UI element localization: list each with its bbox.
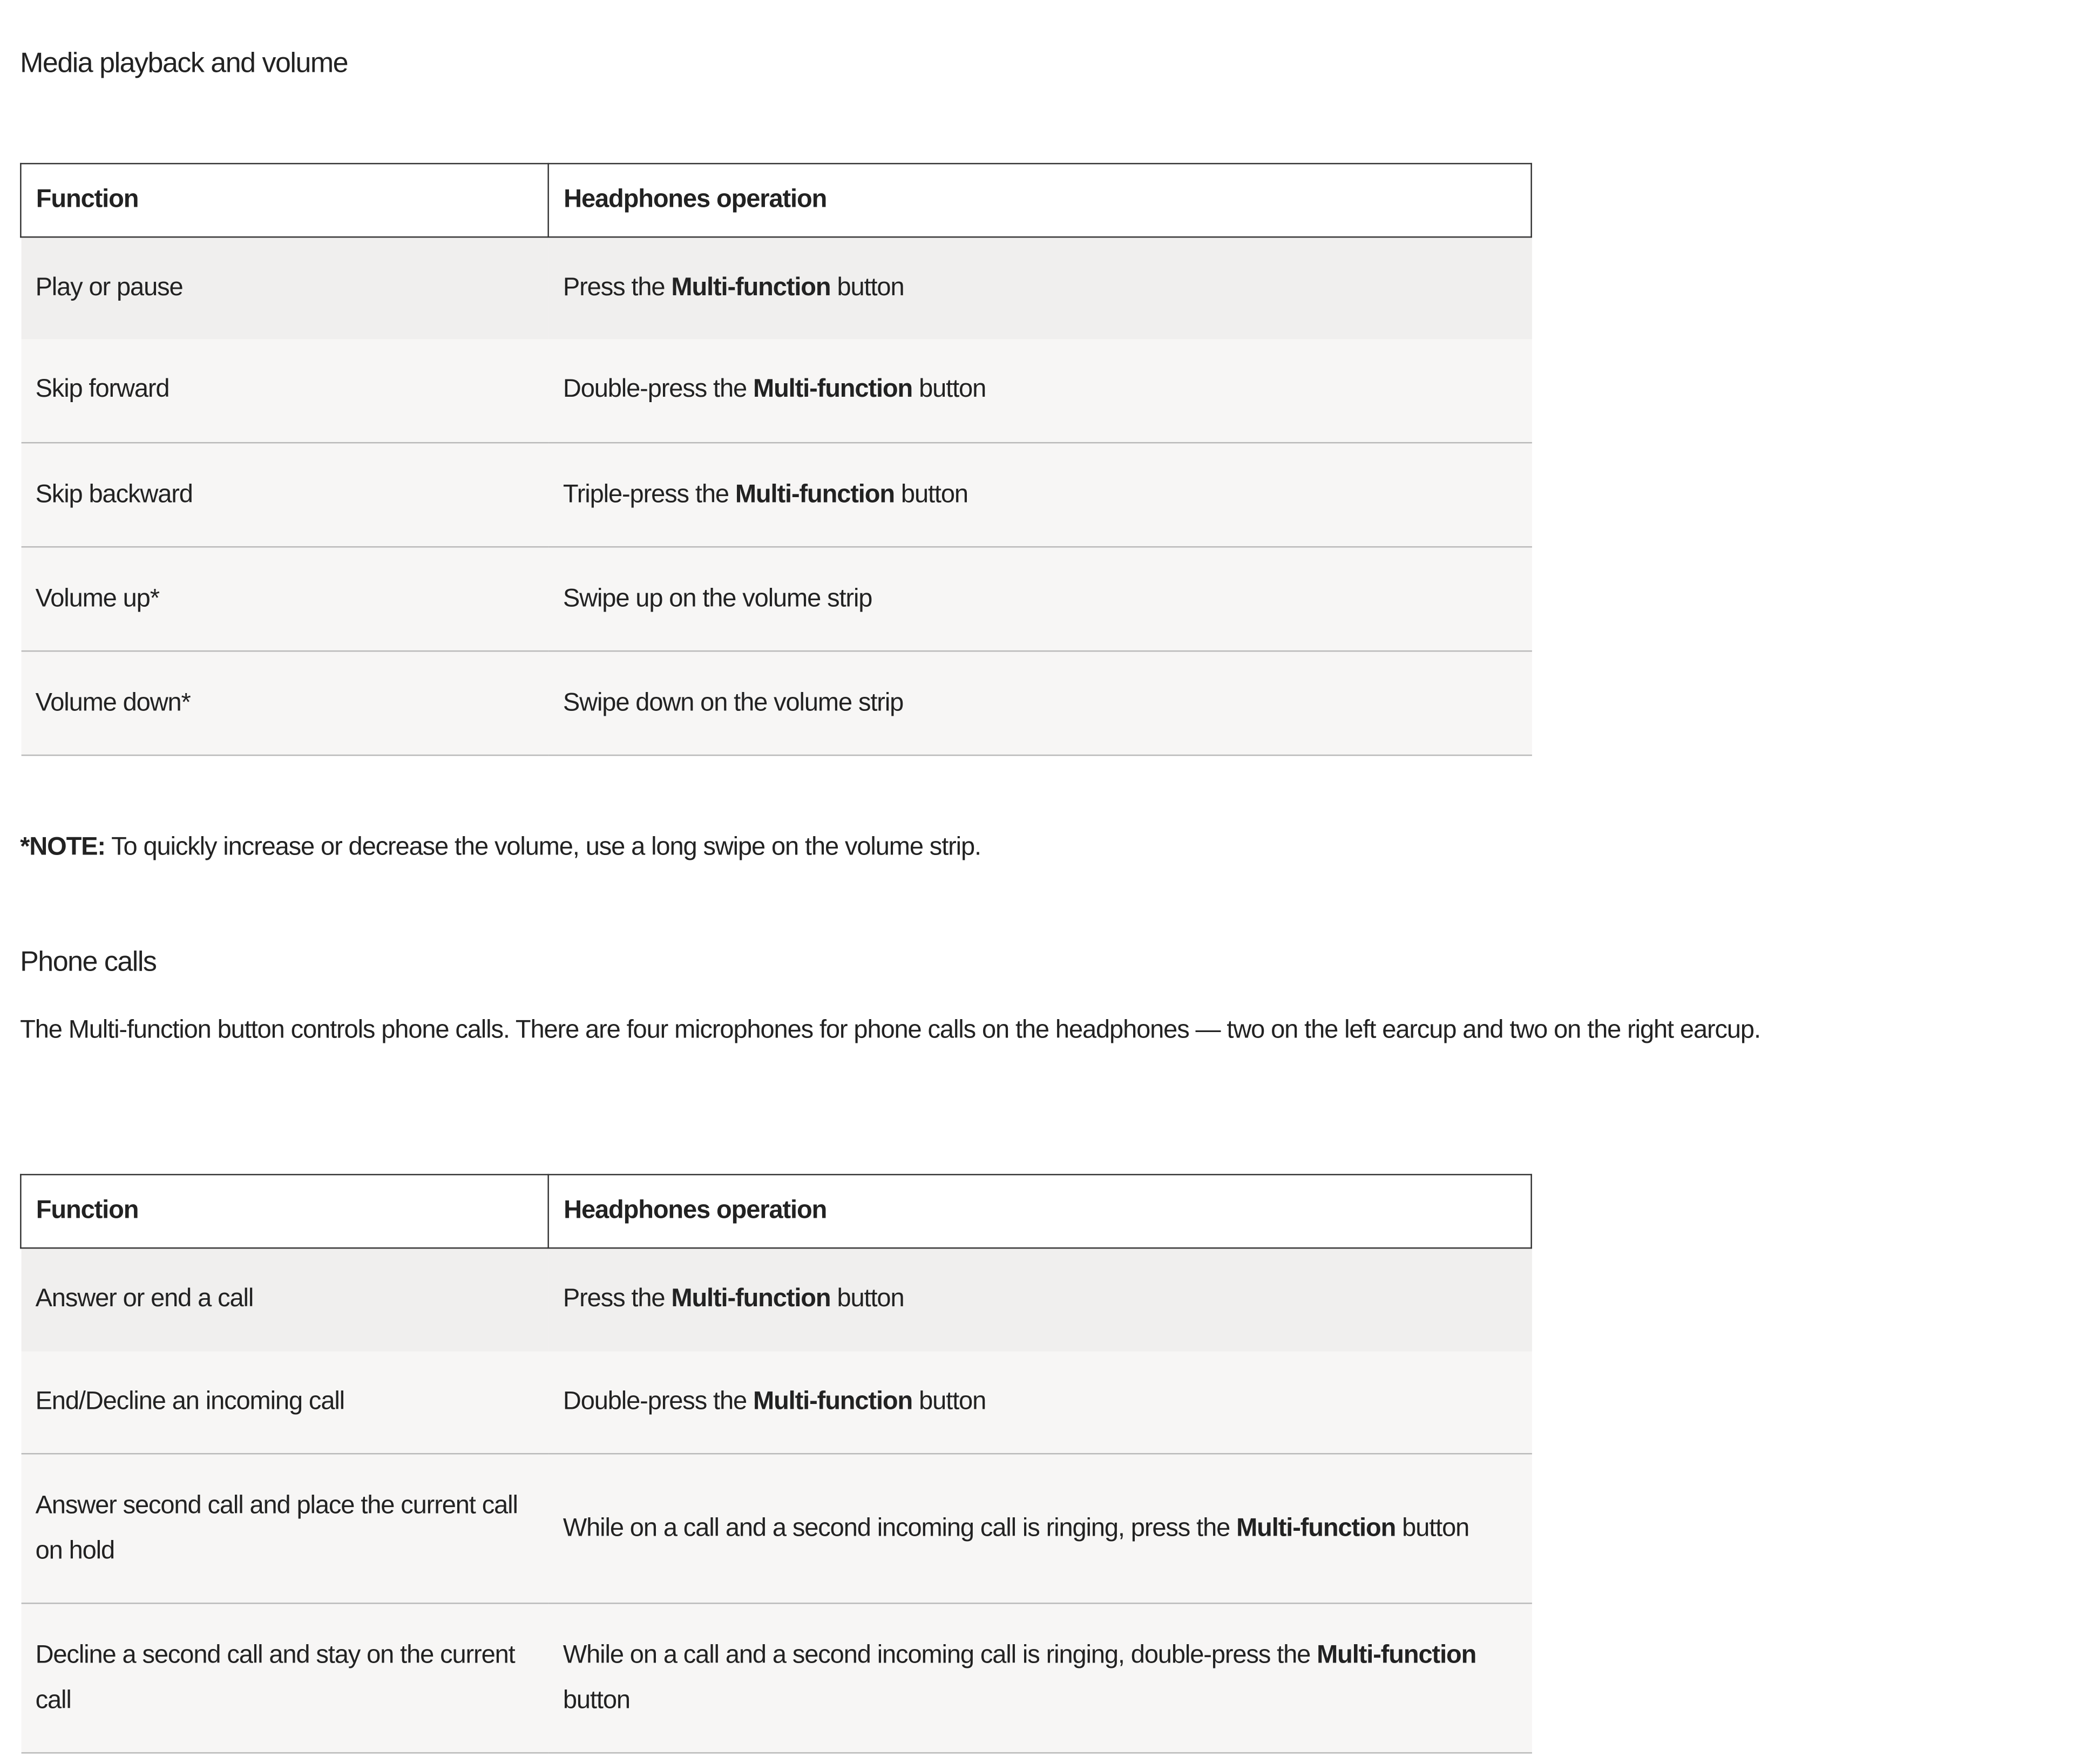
function-cell: Skip forward [21, 338, 548, 443]
section-heading-media: Media playback and volume [20, 48, 348, 79]
operation-cell: While on a call and a second incoming call is ringing, double-press the Multi-function button [548, 1603, 1532, 1753]
function-cell: Volume down* [21, 651, 548, 755]
function-cell: Decline a second call and stay on the current call [21, 1603, 548, 1753]
table-row [21, 237, 1531, 338]
section-heading-phone-calls: Phone calls [20, 947, 157, 978]
table-row [21, 1454, 1531, 1603]
column-header-function: Function [21, 164, 548, 237]
operation-cell: Press the Multi-function button [548, 1248, 1532, 1351]
table-row [21, 651, 1531, 755]
operation-cell: Double-press the Multi-function button [548, 1351, 1532, 1454]
note-label: *NOTE: [20, 833, 105, 861]
table-row [21, 1351, 1531, 1454]
function-cell: Skip backward [21, 443, 548, 547]
table-row [21, 443, 1531, 547]
table-row [21, 338, 1531, 443]
table-row [21, 1248, 1531, 1351]
operation-cell: Swipe down on the volume strip [548, 651, 1532, 755]
function-cell: Play or pause [21, 237, 548, 338]
phone-calls-intro: The Multi-function button controls phone calls. There are four microphones for phone calls on the headphones — two on the left earcup and two on the right earcup. [20, 1016, 1760, 1044]
column-header-operation: Headphones operation [548, 164, 1532, 237]
operation-cell: Triple-press the Multi-function button [548, 443, 1532, 547]
column-header-operation: Headphones operation [548, 1175, 1532, 1248]
function-cell: Answer or end a call [21, 1248, 548, 1351]
operation-cell: Double-press the Multi-function button [548, 338, 1532, 443]
operation-cell: Swipe up on the volume strip [548, 547, 1532, 651]
note-text: To quickly increase or decrease the volume, use a long swipe on the volume strip. [105, 833, 981, 861]
function-cell: End/Decline an incoming call [21, 1351, 548, 1454]
table-header-row [21, 1175, 1531, 1248]
function-cell: Volume up* [21, 547, 548, 651]
table-header-row [21, 164, 1531, 237]
media-controls-table [20, 163, 1532, 756]
column-header-function: Function [21, 1175, 548, 1248]
phone-calls-table [20, 1174, 1532, 1754]
operation-cell: Press the Multi-function button [548, 237, 1532, 338]
function-cell: Answer second call and place the current call on hold [21, 1454, 548, 1603]
table-row [21, 547, 1531, 651]
volume-note [20, 833, 981, 863]
operation-cell: While on a call and a second incoming call is ringing, press the Multi-function button [548, 1454, 1532, 1603]
table-row [21, 1603, 1531, 1753]
